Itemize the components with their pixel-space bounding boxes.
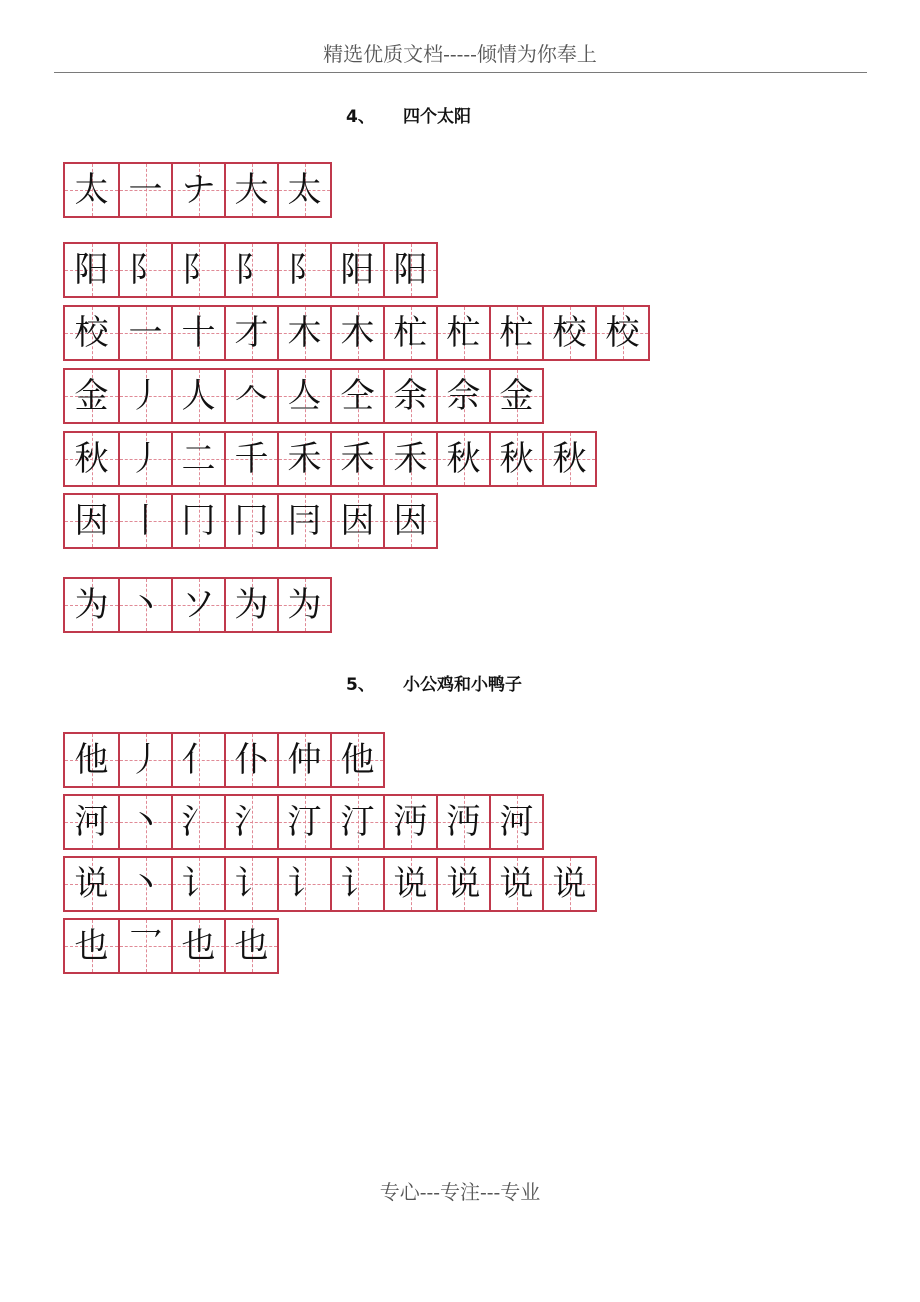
stroke-step-cell: [542, 858, 595, 910]
character-glyph: 乛: [128, 926, 163, 966]
character-glyph: 亼: [287, 376, 322, 416]
header-divider: [54, 72, 867, 73]
character-glyph: 仆: [234, 740, 269, 780]
character-glyph: 讠: [234, 864, 269, 904]
stroke-step-cell: [330, 307, 383, 359]
page-header: 精选优质文档-----倾情为你奉上: [323, 42, 597, 66]
character-glyph: 亻: [181, 740, 216, 780]
stroke-step-cell: [224, 495, 277, 547]
stroke-step-cell: [277, 433, 330, 485]
character-glyph: 为: [287, 585, 322, 625]
stroke-step-cell: [118, 920, 171, 972]
character-glyph: 太: [74, 170, 109, 210]
stroke-step-cell: [118, 858, 171, 910]
target-character-cell: [65, 920, 118, 972]
character-glyph: 也: [181, 926, 216, 966]
stroke-step-cell: [224, 920, 277, 972]
character-glyph: 仝: [340, 376, 375, 416]
target-character-cell: [65, 164, 118, 216]
character-glyph: 才: [234, 313, 269, 353]
character-glyph: 氵: [181, 802, 216, 842]
stroke-step-cell: [489, 433, 542, 485]
stroke-step-cell: [224, 307, 277, 359]
character-glyph: 阳: [74, 250, 109, 290]
stroke-step-cell: [224, 858, 277, 910]
character-glyph: 讠: [287, 864, 322, 904]
character-glyph: 河: [74, 802, 109, 842]
stroke-step-cell: [171, 244, 224, 296]
character-glyph: 校: [552, 313, 587, 353]
stroke-step-cell: [118, 734, 171, 786]
character-glyph: 阝: [128, 250, 163, 290]
stroke-step-cell: [436, 370, 489, 422]
character-glyph: 十: [181, 313, 216, 353]
character-glyph: 因: [340, 501, 375, 541]
character-glyph: 校: [605, 313, 640, 353]
character-glyph: 说: [446, 864, 481, 904]
stroke-step-cell: [436, 433, 489, 485]
stroke-step-cell: [171, 433, 224, 485]
stroke-step-cell: [118, 164, 171, 216]
stroke-step-cell: [171, 858, 224, 910]
stroke-step-cell: [224, 796, 277, 848]
section-number: 5、: [346, 675, 375, 695]
stroke-step-cell: [171, 164, 224, 216]
stroke-step-cell: [489, 370, 542, 422]
stroke-order-row: [63, 368, 544, 424]
stroke-step-cell: [224, 244, 277, 296]
character-glyph: 秋: [552, 439, 587, 479]
stroke-step-cell: [542, 307, 595, 359]
stroke-step-cell: [330, 433, 383, 485]
stroke-step-cell: [595, 307, 648, 359]
stroke-step-cell: [277, 796, 330, 848]
character-glyph: 二: [181, 439, 216, 479]
character-glyph: 丿: [128, 740, 163, 780]
character-glyph: 一: [128, 313, 163, 353]
character-glyph: 阝: [181, 250, 216, 290]
character-glyph: 仲: [287, 740, 322, 780]
stroke-step-cell: [277, 164, 330, 216]
character-glyph: 为: [234, 585, 269, 625]
section-heading-5: [346, 670, 522, 695]
target-character-cell: [65, 433, 118, 485]
stroke-step-cell: [171, 370, 224, 422]
character-glyph: 也: [74, 926, 109, 966]
stroke-step-cell: [277, 244, 330, 296]
character-glyph: 因: [74, 501, 109, 541]
character-glyph: 他: [340, 740, 375, 780]
character-glyph: 丿: [128, 376, 163, 416]
character-glyph: 校: [74, 313, 109, 353]
character-glyph: 讠: [340, 864, 375, 904]
character-glyph: 河: [499, 802, 534, 842]
stroke-step-cell: [330, 858, 383, 910]
target-character-cell: [65, 307, 118, 359]
stroke-order-row: [63, 242, 438, 298]
character-glyph: 氵: [234, 802, 269, 842]
character-glyph: 冂: [181, 501, 216, 541]
stroke-step-cell: [277, 734, 330, 786]
stroke-step-cell: [330, 796, 383, 848]
stroke-step-cell: [383, 796, 436, 848]
character-glyph: 杧: [499, 313, 534, 353]
stroke-order-row: [63, 732, 385, 788]
stroke-step-cell: [277, 579, 330, 631]
character-glyph: 冃: [287, 501, 322, 541]
character-glyph: 金: [499, 376, 534, 416]
character-glyph: 杧: [393, 313, 428, 353]
character-glyph: 余: [393, 376, 428, 416]
character-glyph: 他: [74, 740, 109, 780]
character-glyph: 丨: [128, 501, 163, 541]
stroke-step-cell: [330, 370, 383, 422]
character-glyph: 佘: [446, 376, 481, 416]
stroke-step-cell: [171, 579, 224, 631]
character-glyph: 秋: [446, 439, 481, 479]
target-character-cell: [65, 370, 118, 422]
character-glyph: 太: [287, 170, 322, 210]
stroke-step-cell: [171, 796, 224, 848]
character-glyph: 说: [552, 864, 587, 904]
character-glyph: 汀: [287, 802, 322, 842]
stroke-step-cell: [171, 734, 224, 786]
stroke-step-cell: [436, 796, 489, 848]
stroke-step-cell: [383, 307, 436, 359]
stroke-order-row: [63, 918, 279, 974]
character-glyph: 禾: [393, 439, 428, 479]
stroke-step-cell: [224, 734, 277, 786]
stroke-step-cell: [330, 244, 383, 296]
stroke-step-cell: [171, 920, 224, 972]
stroke-step-cell: [277, 495, 330, 547]
stroke-order-row: [63, 856, 597, 912]
stroke-step-cell: [330, 734, 383, 786]
character-glyph: 秋: [74, 439, 109, 479]
target-character-cell: [65, 244, 118, 296]
character-glyph: 木: [287, 313, 322, 353]
stroke-step-cell: [436, 307, 489, 359]
character-glyph: ソ: [181, 585, 216, 625]
character-glyph: 丶: [128, 802, 163, 842]
section-title: 小公鸡和小鸭子: [403, 675, 522, 695]
character-glyph: 丶: [128, 585, 163, 625]
stroke-step-cell: [224, 579, 277, 631]
stroke-step-cell: [383, 858, 436, 910]
character-glyph: ナ: [181, 170, 216, 210]
stroke-step-cell: [330, 495, 383, 547]
stroke-step-cell: [436, 858, 489, 910]
character-glyph: 阝: [234, 250, 269, 290]
stroke-order-row: [63, 577, 332, 633]
character-glyph: 因: [393, 501, 428, 541]
stroke-step-cell: [489, 858, 542, 910]
stroke-step-cell: [383, 244, 436, 296]
stroke-step-cell: [277, 307, 330, 359]
character-glyph: 也: [234, 926, 269, 966]
character-glyph: 阳: [393, 250, 428, 290]
character-glyph: 千: [234, 439, 269, 479]
stroke-step-cell: [171, 495, 224, 547]
stroke-step-cell: [542, 433, 595, 485]
stroke-step-cell: [383, 370, 436, 422]
stroke-step-cell: [489, 307, 542, 359]
character-glyph: 说: [499, 864, 534, 904]
stroke-step-cell: [118, 796, 171, 848]
stroke-step-cell: [277, 370, 330, 422]
character-glyph: 金: [74, 376, 109, 416]
stroke-step-cell: [277, 858, 330, 910]
stroke-step-cell: [118, 495, 171, 547]
character-glyph: 阳: [340, 250, 375, 290]
section-title: 四个太阳: [403, 107, 471, 127]
character-glyph: 为: [74, 585, 109, 625]
character-glyph: 讠: [181, 864, 216, 904]
stroke-step-cell: [118, 433, 171, 485]
character-glyph: 阝: [287, 250, 322, 290]
stroke-order-row: [63, 305, 650, 361]
stroke-step-cell: [224, 433, 277, 485]
stroke-step-cell: [383, 433, 436, 485]
character-glyph: 丶: [128, 864, 163, 904]
stroke-order-row: [63, 493, 438, 549]
stroke-order-row: [63, 794, 544, 850]
character-glyph: 禾: [287, 439, 322, 479]
target-character-cell: [65, 796, 118, 848]
stroke-step-cell: [489, 796, 542, 848]
character-glyph: 沔: [446, 802, 481, 842]
stroke-step-cell: [383, 495, 436, 547]
character-glyph: 汀: [340, 802, 375, 842]
character-glyph: 丿: [128, 439, 163, 479]
target-character-cell: [65, 734, 118, 786]
stroke-step-cell: [118, 244, 171, 296]
stroke-order-row: [63, 162, 332, 218]
character-glyph: 沔: [393, 802, 428, 842]
stroke-step-cell: [224, 164, 277, 216]
character-glyph: 一: [128, 170, 163, 210]
target-character-cell: [65, 495, 118, 547]
character-glyph: 说: [74, 864, 109, 904]
stroke-step-cell: [118, 307, 171, 359]
character-glyph: 人: [181, 376, 216, 416]
stroke-step-cell: [171, 307, 224, 359]
stroke-step-cell: [118, 579, 171, 631]
character-glyph: 秋: [499, 439, 534, 479]
character-glyph: 禾: [340, 439, 375, 479]
character-glyph: 杧: [446, 313, 481, 353]
target-character-cell: [65, 579, 118, 631]
stroke-step-cell: [224, 370, 277, 422]
character-glyph: 冂: [234, 501, 269, 541]
character-glyph: 说: [393, 864, 428, 904]
character-glyph: 𠆢: [234, 376, 269, 416]
stroke-step-cell: [118, 370, 171, 422]
page-footer: 专心---专注---专业: [379, 1180, 541, 1204]
section-heading-4: [346, 102, 471, 127]
stroke-order-row: [63, 431, 597, 487]
target-character-cell: [65, 858, 118, 910]
character-glyph: 木: [340, 313, 375, 353]
character-glyph: 大: [234, 170, 269, 210]
section-number: 4、: [346, 107, 375, 127]
